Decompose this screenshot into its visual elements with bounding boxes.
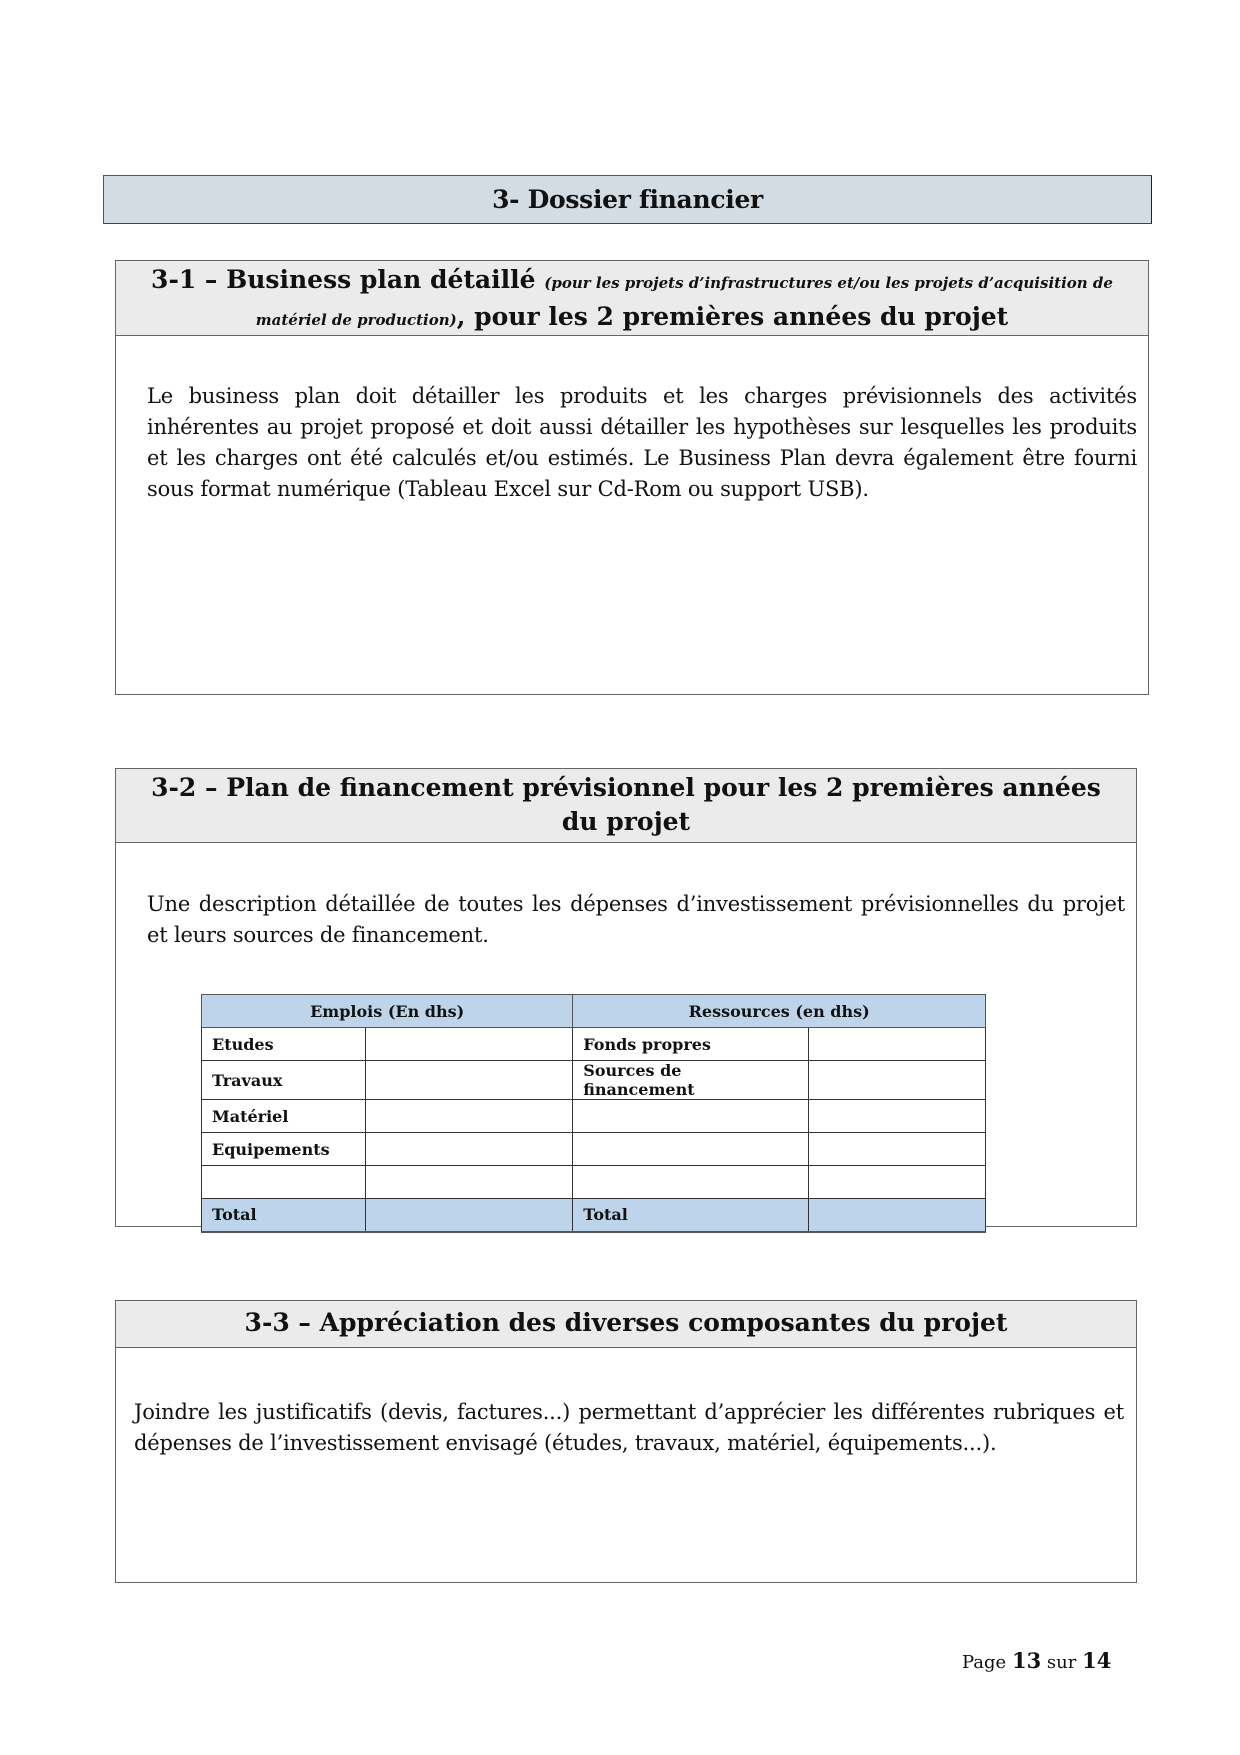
total-pages: 14: [1082, 1648, 1112, 1673]
table-row: [202, 1100, 986, 1133]
table-row: [202, 1133, 986, 1166]
table-amount-cell[interactable]: [366, 1166, 573, 1199]
table-amount-cell[interactable]: [366, 1133, 573, 1166]
table-label-cell: Fonds propres: [573, 1028, 809, 1061]
table-amount-cell[interactable]: [366, 1061, 573, 1100]
table-amount-cell[interactable]: [809, 1166, 986, 1199]
section-header: 3-2 – Plan de financement prévisionnel pour les 2 premières années du projet: [116, 769, 1136, 843]
page-title: 3- Dossier financier: [103, 175, 1152, 224]
section-components-appraisal: [115, 1300, 1137, 1583]
section-body-text: Joindre les justificatifs (devis, factures...) permettant d’apprécier les différentes rubriques et dépenses de l’investissement envisagé (études, travaux, matériel, équipements...).: [134, 1400, 1124, 1455]
header-emplois: Emplois (En dhs): [202, 995, 573, 1028]
section-business-plan: [115, 260, 1149, 695]
section-title-note: (pour les projets d’infrastructures et/ou les projets d’acquisition de matériel de production): [255, 274, 1113, 329]
table-label-cell: Matériel: [202, 1100, 366, 1133]
page-sep: sur: [1046, 1652, 1077, 1673]
table-label-cell: Total: [573, 1199, 809, 1232]
header-ressources: Ressources (en dhs): [573, 995, 986, 1028]
table-label-cell: Etudes: [202, 1028, 366, 1061]
table-row: [202, 1028, 986, 1061]
table-amount-cell[interactable]: [809, 1100, 986, 1133]
current-page: 13: [1011, 1648, 1042, 1673]
table-label-cell: [573, 1133, 809, 1166]
section-title-main: 3-1 – Business plan détaillé: [151, 265, 536, 294]
table-label-cell: [202, 1166, 366, 1199]
table-label-cell: [573, 1100, 809, 1133]
table-header-row: [202, 995, 986, 1028]
table-amount-cell[interactable]: [809, 1028, 986, 1061]
table-total-row: [202, 1199, 986, 1232]
table-row: [202, 1166, 986, 1199]
section-body-text: Une description détaillée de toutes les dépenses d’investissement prévisionnelles du projet et leurs sources de financement.: [147, 892, 1125, 947]
table-row: [202, 1061, 986, 1100]
financing-table: [201, 994, 986, 1233]
page-number: [962, 1648, 1111, 1673]
table-label-cell: [573, 1166, 809, 1199]
section-body-text: Le business plan doit détailler les produits et les charges prévisionnels des activités inhérentes au projet proposé et doit aussi détailler les hypothèses sur lesquelles les produits et les charges ont été calculés et/ou estimés. Le Business Plan devra également être fourni sous format numérique (Tableau Excel sur Cd-Rom ou support USB).: [147, 384, 1137, 501]
table-label-cell: Sources de financement: [573, 1061, 809, 1100]
table-amount-cell[interactable]: [366, 1199, 573, 1232]
table-amount-cell[interactable]: [366, 1028, 573, 1061]
table-label-cell: Total: [202, 1199, 366, 1232]
table-label-cell: Equipements: [202, 1133, 366, 1166]
table-label-cell: Travaux: [202, 1061, 366, 1100]
page-label: Page: [962, 1652, 1007, 1673]
section-header: [116, 261, 1148, 336]
table-amount-cell[interactable]: [809, 1199, 986, 1232]
table-amount-cell[interactable]: [366, 1100, 573, 1133]
section-header: 3-3 – Appréciation des diverses composantes du projet: [116, 1301, 1136, 1348]
table-amount-cell[interactable]: [809, 1133, 986, 1166]
section-title-end: , pour les 2 premières années du projet: [456, 302, 1009, 331]
table-amount-cell[interactable]: [809, 1061, 986, 1100]
